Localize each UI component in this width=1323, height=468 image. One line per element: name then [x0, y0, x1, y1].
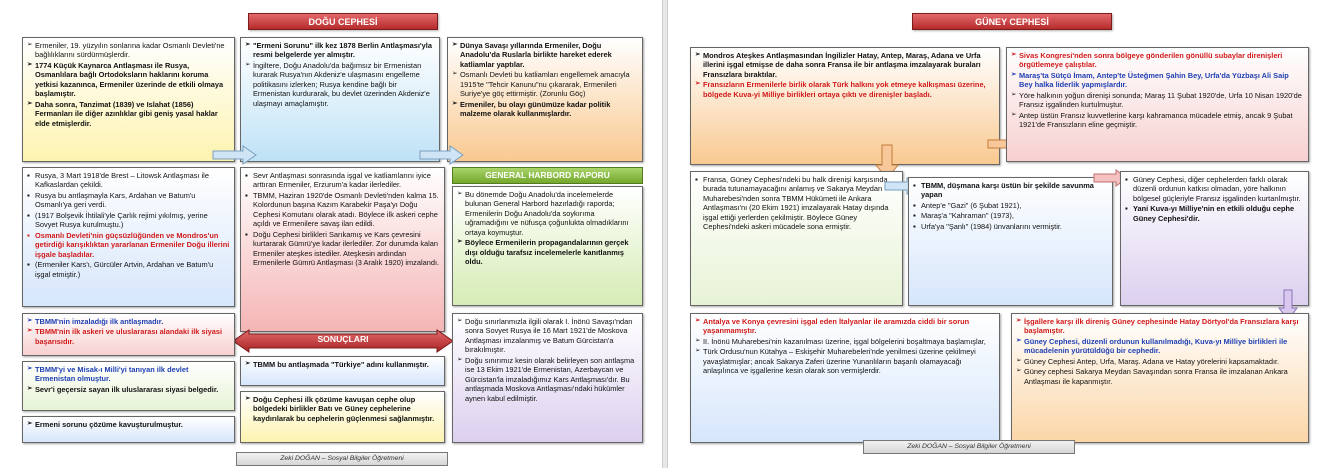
right-arrow-icon [213, 146, 257, 164]
list-item: ➢ Böylece Ermenilerin propagandalarının gerçek dışı olduğu tarafsız incelemelerle kanıtlanmış oldu. [457, 238, 638, 266]
list-item: ➢ Güney cephesi Sakarya Meydan Savaşından sonra Fransa ile imzalanan Ankara Antlaşması ile kapanmıştır. [1016, 367, 1304, 386]
list-item: ➢ Osmanlı Devleti bu katliamları engellemek amacıyla 1915'te "Tehcir Kanunu"nu çıkararak, Ermenileri Suriye'ye göç ettirmiştir. (Zorunlu Göç) [452, 70, 638, 98]
list-item: ➢ Güney Cephesi Antep, Urfa, Maraş. Adana ve Hatay yörelerini kapsamaktadır. [1016, 357, 1304, 366]
author-signature: Zeki DOĞAN – Sosyal Bilgiler Öğretmeni [863, 440, 1075, 454]
south-front-title: GÜNEY CEPHESİ [912, 13, 1112, 30]
list-item: ➢ Fransızların Ermenilerle birlik olarak Türk halkını yok etmeye kalkışması üzerine, bölgede Kuva-yi Milliye birlikleri ortaya çıktı ve direnişler başladı. [695, 80, 995, 99]
south-box-kuvayi-milliye [1120, 171, 1309, 306]
list-item: ➢ Maraş'ta Sütçü İmam, Antep'te Üsteğmen Şahin Bey, Urfa'da Yüzbaşı Ali Saip Bey halka liderlik yapmışlardır. [1011, 71, 1304, 90]
east-box-moskova-kars [452, 313, 643, 443]
list-item: ➢ Güney Cephesi, düzenli ordunun kullanılmadığı, Kuva-yı Milliye birlikleri ile mücadelenin yürütüldüğü bir cephedir. [1016, 337, 1304, 356]
list-item: ➢ Ermeniler, bu olayı günümüze kadar politik malzeme olarak kullanmışlardır. [452, 100, 638, 119]
east-box-sevr-gumru [240, 167, 445, 332]
list-item: ➢ TBMM'nin imzaladığı ilk antlaşmadır. [27, 317, 230, 326]
list-item: ➢ TBMM'yi ve Misak-ı Milli'yi tanıyan ilk devlet Ermenistan olmuştur. [27, 365, 230, 384]
result-box-first [22, 313, 235, 356]
list-item: ➢ Türk Ordusu'nun Kütahya – Eskişehir Muharebeleri'nde yenilmesi üzerine çekilmeyi yavaşlatmışlar; ancak Sakarya Zaferi üzerine Yunanlıların başarılı olamayacağı anlaşılınca ve işgallerine kesin olarak son vermişlerdir. [695, 347, 995, 375]
east-box-tehcir [447, 37, 643, 162]
south-box-mondros [690, 47, 1000, 165]
list-item: ▪ Antep'e "Gazi" (6 Şubat 1921), [913, 201, 1108, 210]
list-item: ▪ Doğu Cephesi birlikleri Sarıkamış ve Kars çevresini kurtararak Gümrü'ye kadar ilerlediler. Zor durumda kalan Ermeniler ateşkes istediler. Ateşkesin ardından Ermenilerle Gümrü Antlaşması (3 Aralık 1920) imzalandı. [245, 230, 440, 268]
list-item: ➢ Sevr'i geçersiz sayan ilk uluslararası siyasi belgedir. [27, 385, 230, 394]
list-item: ➢ Sivas Kongresi'nden sonra bölgeye gönderilen gönüllü subaylar direnişleri örgütlemeye çalıştılar. [1011, 51, 1304, 70]
list-item: ▪ Maraş'a "Kahraman" (1973), [913, 211, 1108, 220]
result-box-recognition [22, 361, 235, 411]
list-item: ▪ Yani Kuva-yı Milliye'nin en etkili olduğu cephe Güney Cephesi'dir. [1125, 204, 1304, 223]
right-arrow-icon [420, 146, 464, 164]
south-box-titles [908, 177, 1113, 306]
south-box-ankara-treaty [690, 171, 903, 306]
south-box-summary [1011, 313, 1309, 443]
list-item: ▪ Rusya, 3 Mart 1918'de Brest – Litowsk Antlaşması ile Kafkaslardan çekildi. [27, 171, 230, 190]
list-item: ▪ Urfa'ya "Şanlı" (1984) ünvanlarını vermiştir. [913, 222, 1108, 231]
east-box-ermeniler-history [22, 37, 235, 162]
harbord-report-title: GENERAL HARBORD RAPORU [452, 167, 643, 184]
south-box-italians [690, 313, 1000, 443]
east-box-ermeni-sorunu [240, 37, 440, 162]
list-item: ▪ TBMM, Haziran 1920'de Osmanlı Devleti'nden kalma 15. Kolordunun başına Kazım Karabekir Paşa'yı Doğu Cephesi Komutanı olarak atadı. Böylece ilk askeri cephe açıldı ve Ermenilere savaş ilan edildi. [245, 191, 440, 229]
result-box-resolved [22, 416, 235, 443]
list-item: ➢ Antalya ve Konya çevresini işgal eden İtalyanlar ile aramızda ciddi bir sorun yaşanmamıştır. [695, 317, 995, 336]
list-item: ➢ Antep üstün Fransız kuvvetlerine karşı kahramanca mücadele etmiş, ancak 9 Şubat 1921'de Fransızların eline geçmiştir. [1011, 111, 1304, 130]
list-item: ▪ Osmanlı Devleti'nin güçsüzlüğünden ve Mondros'un getirdiği karışıklıktan yararlanan Ermeniler Doğu illerini işgale başladılar. [27, 231, 230, 259]
list-item: ➢ Yöre halkının yoğun direnişi sonunda; Maraş 11 Şubat 1920'de, Urfa 10 Nisan 1920'de Fransız işgalinden kurtulmuştur. [1011, 91, 1304, 110]
east-box-brest-litowsk [22, 167, 235, 307]
list-item: ➢ TBMM'nin ilk askeri ve uluslararası alandaki ilk siyasi başarısıdır. [27, 327, 230, 346]
east-box-harbord [452, 186, 643, 306]
list-item: ➢ İngiltere, Doğu Anadolu'da bağımsız bir Ermenistan kurarak Rusya'nın Akdeniz'e ulaşmasını engelleme politikasını izlerken; Rusya kendine bağlı bir Ermenistan kurdurarak, bu devlet üzerinden Akdeniz'e ulaşmayı amaçlamıştır. [245, 61, 435, 108]
list-item: ▪ (Ermeniler Kars'ı, Gürcüler Artvin, Ardahan ve Batum'u işgal etmiştir.) [27, 260, 230, 279]
list-item: ➢ Ermeniler, 19. yüzyılın sonlarına kadar Osmanlı Devleti'ne bağlılıklarını sürdürmüşlerdir. [27, 41, 230, 60]
list-item: ➢ TBMM bu antlaşmada "Türkiye" adını kullanmıştır. [245, 360, 440, 369]
south-box-sivas-local-heroes [1006, 47, 1309, 162]
list-item: ➢ 1774 Küçük Kaynarca Antlaşması ile Rusya, Osmanlılara bağlı Ortodoksların haklarını koruma yetkisi kazanınca, Ermeniler üzerinde de etkili olmaya başlamıştır. [27, 61, 230, 99]
list-item: ➢ Daha sonra, Tanzimat (1839) ve Islahat (1856) Fermanları ile diğer azınlıklar gibi geniş yasal haklar elde etmişlerdir. [27, 100, 230, 128]
list-item: ➢ Ermeni sorunu çözüme kavuşturulmuştur. [27, 420, 230, 429]
list-item: ➢ Doğu sınırlanmızla ilgili olarak I. İnönü Savaşı'ndan sonra Sovyet Rusya ile 16 Mart 1921'de Moskova Antlaşması imzalanmış ve Batum Gürcistan'a bırakılmıştır. [457, 317, 638, 355]
list-item: ➢ Bu dönemde Doğu Anadolu'da incelemelerde bulunan General Harbord hazırladığı raporda; Ermenilerin Doğu Anadolu'da soykırıma uğramadığını ve nüfusça çoğunlukta olmadıklarını ortaya koymuştur. [457, 190, 638, 237]
result-box-turkiye [240, 356, 445, 386]
list-item: ➢ Doğu Cephesi ilk çözüme kavuşan cephe olup bölgedeki birlikler Batı ve Güney cephelerine kaydırılarak bu cephelerin güçlenmesi sağlanmıştır. [245, 395, 440, 423]
list-item: ➢ Mondros Ateşkes Antlaşmasından İngilizler Hatay, Antep, Maraş, Adana ve Urfa illerini işgal etmişse de daha sonra Fransa ile bir antlaşma imzalayarak buraları Fransızlara bıraktılar. [695, 51, 995, 79]
result-box-first-front [240, 391, 445, 443]
list-item: ➢ İşgallere karşı ilk direniş Güney cephesinde Hatay Dörtyol'da Fransızlara karşı başlamıştır. [1016, 317, 1304, 336]
list-item: ▪ Fransa, Güney Cephesi'ndeki bu halk direnişi karşısında burada tutunamayacağını anlamış ve Sakarya Meydan Muharebesi'nden sonra TBMM Hükümeti ile Ankara Antlaşması'nı (20 Ekim 1921) imzalayarak Hatay dışında işgal ettiği yerlerden çekilmiştir. Böylece Güney Cephesi'ndeki askeri mücadele sona ermiştir. [695, 175, 898, 232]
list-item: ▪ (1917 Bolşevik İhtilali'yle Çarlık rejimi yıkılmış, yerine Sovyet Rusya kurulmuştu.) [27, 211, 230, 230]
list-item: ➢ Dünya Savaşı yıllarında Ermeniler, Doğu Anadolu'da Ruslarla birlikte hareket ederek katliamlar yaptılar. [452, 41, 638, 69]
right-page-south-front [668, 0, 1323, 468]
list-item: ▪ Sevr Antlaşması sonrasında işgal ve katliamlarını iyice arttıran Ermeniler, Erzurum'a kadar ilerlediler. [245, 171, 440, 190]
list-item: ▪ TBMM, düşmana karşı üstün bir şekilde savunma yapan [913, 181, 1108, 200]
author-signature: Zeki DOĞAN – Sosyal Bilgiler Öğretmeni [236, 452, 448, 466]
list-item: ▪ Güney Cephesi, diğer cephelerden farklı olarak düzenli ordunun katkısı olmadan, yöre halkının bölgesel güçleriyle Fransız işgalinden kurtarılmıştır. [1125, 175, 1304, 203]
list-item: ➢ "Ermeni Sorunu" ilk kez 1878 Berlin Antlaşması'yla resmi belgelerde yer almıştır. [245, 41, 435, 60]
east-front-title: DOĞU CEPHESİ [248, 13, 438, 30]
list-item: ➢ Doğu sınırımız kesin olarak belirleyen son antlaşma ise 13 Ekim 1921'de Ermenistan, Azerbaycan ve Gürcistan'la imzaladığımız Kars Antlaşması'dır. Bu antlaşmada Moskova Antlaşması'ndaki hükümler aynen kabul edilmiştir. [457, 356, 638, 403]
list-item: ▪ Rusya bu antlaşmayla Kars, Ardahan ve Batum'u Osmanlı'ya geri verdi. [27, 191, 230, 210]
list-item: ➢ II. İnönü Muharebesi'nin kazanılması üzerine, işgal bölgelerini boşaltmaya başlamışlar, [695, 337, 995, 346]
left-page-east-front [0, 0, 660, 468]
results-title: SONUÇLARI [317, 334, 369, 344]
